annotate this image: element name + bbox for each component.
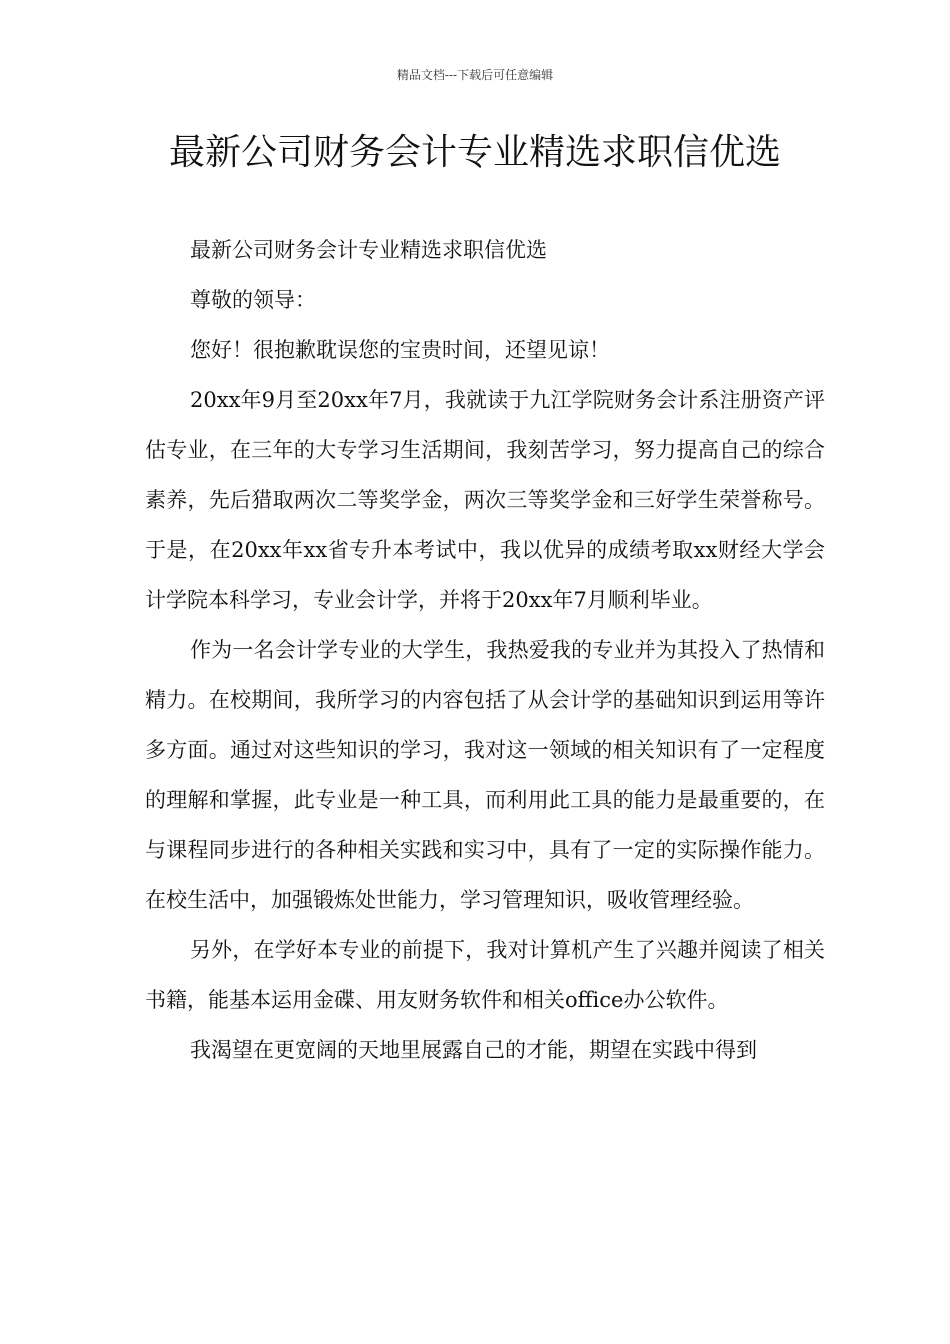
paragraph-subtitle: 最新公司财务会计专业精选求职信优选 bbox=[190, 238, 547, 262]
header-note: 精品文档---下载后可任意编辑 bbox=[396, 68, 554, 82]
paragraph-major: 作为一名会计学专业的大学生，我热爱我的专业并为其投入了热情和精力。在校期间，我所学习的内容包括了从会计学的基础知识到运用等许多方面。通过对这些知识的学习，我对这一领域的相关知识有了一定程度的理解和掌握，此专业是一种工具，而利用此工具的能力是最重要的，在与课程同步进行的各种相关实践和实习中，具有了一定的实际操作能力。在校生活中，加强锻炼处世能力，学习管理知识，吸收管理经验。 bbox=[145, 638, 825, 912]
document-title: 最新公司财务会计专业精选求职信优选 bbox=[168, 132, 781, 173]
document-body bbox=[145, 225, 825, 1075]
paragraph-education: 20xx年9月至20xx年7月，我就读于九江学院财务会计系注册资产评估专业，在三年的大专学习生活期间，我刻苦学习，努力提高自己的综合素养，先后猎取两次二等奖学金，两次三等奖学金和三好学生荣誉称号。于是，在20xx年xx省专升本考试中，我以优异的成绩考取xx财经大学会计学院本科学习，专业会计学，并将于20xx年7月顺利毕业。 bbox=[145, 388, 825, 612]
paragraph-computer-skills: 另外，在学好本专业的前提下，我对计算机产生了兴趣并阅读了相关书籍，能基本运用金碟、用友财务软件和相关office办公软件。 bbox=[145, 938, 825, 1012]
paragraph-greeting: 您好！很抱歉耽误您的宝贵时间，还望见谅！ bbox=[190, 338, 610, 362]
paragraph-aspiration: 我渴望在更宽阔的天地里展露自己的才能，期望在实践中得到 bbox=[190, 1038, 757, 1062]
paragraph-salutation: 尊敬的领导： bbox=[190, 288, 316, 312]
